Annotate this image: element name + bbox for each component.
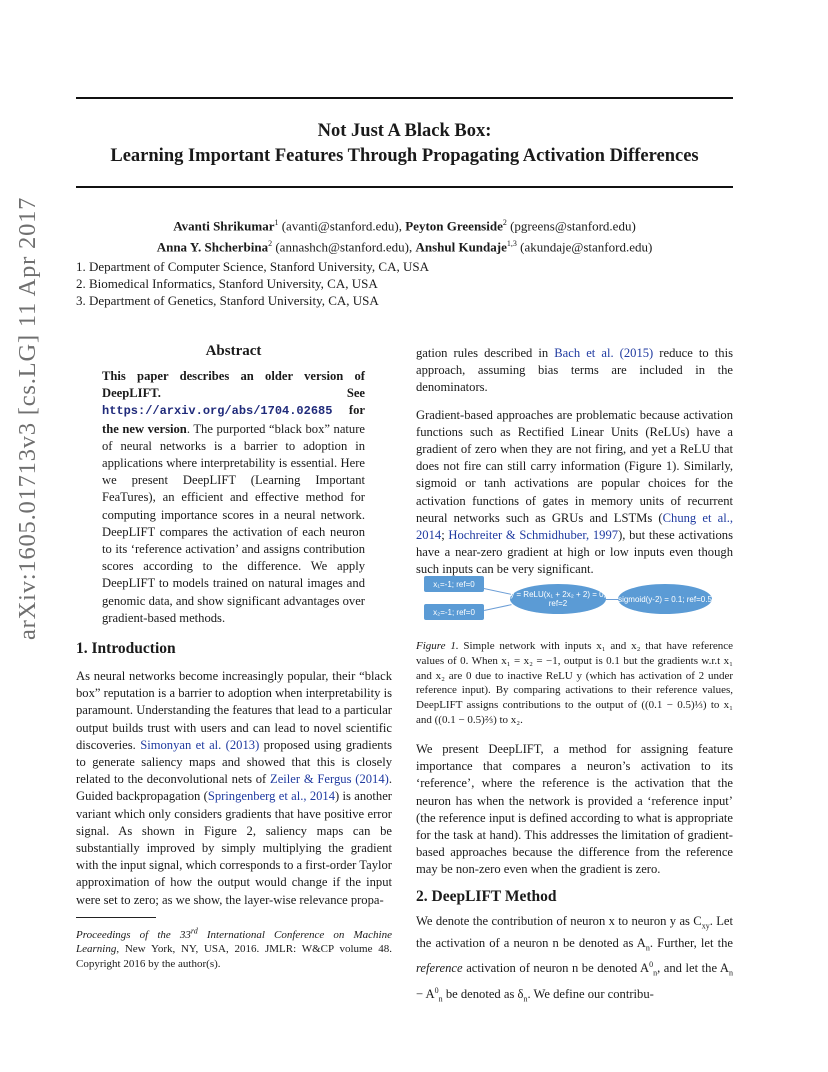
paragraph: [416, 407, 733, 579]
paragraph: We present DeepLIFT, a method for assigning feature importance that compares a neuron’s activation to its ‘reference’, where the reference is the activation that the neuron has when the network is provided a ‘reference input’ (the reference input is defined according to what is appropriate for the task at hand). This addresses the limitation of gradient-based approaches because the difference from the reference may be non-zero even when the gradient is zero.: [416, 742, 733, 877]
abstract-body: [102, 368, 365, 627]
affiliation-item: 3. Department of Genetics, Stanford University, CA, USA: [76, 293, 379, 309]
abstract-text: . The purported “black box” nature of neural networks is a barrier to adoption in applications where interpretability is essential. Here we present DeepLIFT (Learning Important FeaTures), an efficient and effective method for computing importance scores in a neural network. DeepLIFT compares the activation of each neuron to its ‘reference activation’ and assigns contribution scores according to the difference. We apply DeepLIFT to models trained on natural images and genomic data, and show significant advantages over gradient-based methods.: [102, 421, 366, 625]
arxiv-stamp: arXiv:1605.01713v3 [cs.LG] 11 Apr 2017: [14, 196, 41, 640]
text: . We define our contribu-: [527, 987, 654, 1002]
abstract-bold-note: for the new version: [102, 403, 365, 436]
paragraph: [416, 345, 733, 397]
author-email: (avanti@stanford.edu),: [281, 218, 402, 234]
text: ;: [441, 528, 445, 543]
title-bottom-rule: [76, 186, 733, 188]
footnote-text: Proceedings of the 33: [76, 928, 191, 941]
text: − A: [416, 987, 435, 1002]
affiliation-item: 2. Biomedical Informatics, Stanford University, CA, USA: [76, 276, 378, 292]
edge-x1-to-relu: [484, 588, 512, 595]
paragraph: [416, 913, 733, 1008]
text: be denoted as δ: [445, 987, 524, 1002]
intro-text: ) is another variant which only considers gradients that have positive error signal. As shown in Figure 2, saliency maps can be substantially improved by simply multiplying the gradient with the input signal, which corresponds to a first-order Taylor approximation of how the output would change if the input were set to zero; as we show, the layer-wise relevance propa-: [76, 789, 393, 907]
figure-1-caption: [416, 639, 733, 728]
footnote-rule: [76, 917, 156, 918]
footnote-text: International Conference on Machine Learning: [76, 928, 392, 956]
affiliations: [76, 258, 526, 310]
text: We denote the contribution of neuron x to neuron y as C: [416, 913, 702, 928]
math-sub: n: [729, 968, 733, 978]
author-name: Anna Y. Shcherbina: [156, 239, 269, 255]
author-email: (pgreens@stanford.edu): [510, 218, 636, 234]
abstract-bold-intro: This paper describes an older version of DeepLIFT. See: [102, 369, 365, 401]
text: activation of neuron n be denoted A: [466, 961, 650, 976]
relu-node: y = ReLU(x₁ + 2x₂ + 2) = 0; ref=2: [510, 584, 606, 614]
author-line-2: [76, 235, 733, 256]
text: gation rules described in: [416, 346, 549, 360]
math-sub: n: [438, 994, 443, 1004]
author-sup: 2: [268, 239, 273, 249]
citation-link[interactable]: Bach et al. (2015): [554, 346, 654, 360]
author-email: (annashch@stanford.edu),: [275, 239, 413, 255]
author-name: Avanti Shrikumar: [173, 218, 275, 234]
citation-link[interactable]: Simonyan et al. (2013): [140, 737, 260, 752]
text: . Further, let the: [649, 935, 733, 950]
footnote-sup: rd: [190, 926, 198, 935]
text: . Let the activation of a neuron n be denoted as A: [416, 913, 733, 950]
footnote-text: , New York, NY, USA, 2016. JMLR: W&CP volume 48. Copyright 2016 by the author(s).: [76, 943, 392, 970]
author-sup: 1,3: [506, 239, 517, 249]
author-sup: 2: [502, 218, 507, 227]
section-heading-deeplift-method: 2. DeepLIFT Method: [416, 887, 557, 905]
math-sub: n: [653, 968, 658, 978]
abstract-heading: Abstract: [205, 343, 262, 359]
author-block: [76, 214, 733, 257]
title-line-1: Not Just A Black Box:: [317, 121, 492, 141]
math-sub: n: [645, 943, 650, 953]
text: ), but these activations have a near-zero gradient at high or low inputs even though such inputs can be very significant.: [416, 528, 733, 577]
affiliation-item: 1. Department of Computer Science, Stanford University, CA, USA: [76, 259, 429, 274]
citation-link[interactable]: Chung et al., 2014: [416, 510, 734, 543]
right-column-bottom: [416, 741, 733, 1008]
caption-text: Simple network with inputs x₁ and x₂ that have reference values of 0. When x₁ = x₂ = −1, output is 0.1 but the gradients w.r.t x₁ and x₂ are 0 due to inactive ReLU y (which has activation of 2 under reference input). By comparing activations to their reference values, DeepLIFT assigns contributions to the output of ((0.1 − 0.5)⅓) to x₁ and ((0.1 − 0.5)⅔) to x₂.: [416, 640, 734, 726]
math-sup: 0: [434, 986, 439, 996]
title-line-2: Learning Important Features Through Propagating Activation Differences: [110, 146, 699, 166]
paper-title: [76, 119, 733, 169]
citation-link[interactable]: Springenberg et al., 2014: [207, 789, 336, 804]
intro-text: . Guided backpropagation (: [76, 772, 392, 804]
caption-label: Figure 1.: [416, 640, 459, 652]
sigmoid-node: sigmoid(y-2) = 0.1; ref=0.5: [618, 584, 712, 614]
text: reduce to this approach, assuming bias terms are included in the denominators.: [416, 346, 733, 395]
emphasis: reference: [416, 961, 463, 976]
citation-link[interactable]: Zeiler & Fergus (2014): [270, 772, 389, 787]
title-top-rule: [76, 97, 733, 99]
citation-link[interactable]: Hochreiter & Schmidhuber, 1997: [448, 528, 619, 543]
right-column-top: [416, 345, 733, 579]
author-name: Peyton Greenside: [405, 218, 503, 234]
intro-text: proposed using gradients to generate saliency maps and showed that this is closely related to the deconvolutional nets of: [76, 737, 392, 787]
author-line-1: [76, 214, 733, 235]
intro-paragraph: [76, 668, 392, 909]
text: Gradient-based approaches are problematic because activation functions such as Rectified Linear Units (ReLUs) have a gradient of zero when they are not firing, and yet a ReLU that does not fire can still carry information (Figure 1). Similarly, sigmoid or tanh activations are popular choices for the activation functions of gates in memory units of recurrent neural networks such as GRUs and LSTMs (: [416, 407, 733, 525]
input-node-x2: x₂=-1; ref=0: [424, 604, 484, 620]
input-node-x1: x₁=-1; ref=0: [424, 576, 484, 592]
figure-1-diagram: [420, 574, 736, 626]
math-sub: n: [523, 994, 528, 1004]
author-email: (akundaje@stanford.edu): [520, 239, 653, 255]
text: , and let the A: [657, 961, 729, 976]
footnote: [76, 924, 392, 971]
author-sup: 1: [274, 218, 279, 227]
math-sub: xy: [701, 921, 710, 931]
edge-x2-to-relu: [484, 604, 512, 611]
math-sup: 0: [649, 960, 654, 970]
section-heading-introduction: 1. Introduction: [76, 640, 176, 657]
author-name: Anshul Kundaje: [415, 239, 507, 255]
abstract-link[interactable]: https://arxiv.org/abs/1704.02685: [102, 404, 333, 419]
intro-text: As neural networks become increasingly popular, their “black box” reputation is a barrier to adoption when interpretability is paramount. Understanding the features that lead to a particular output builds trust with users and can lead to novel scientific discoveries.: [76, 669, 392, 752]
